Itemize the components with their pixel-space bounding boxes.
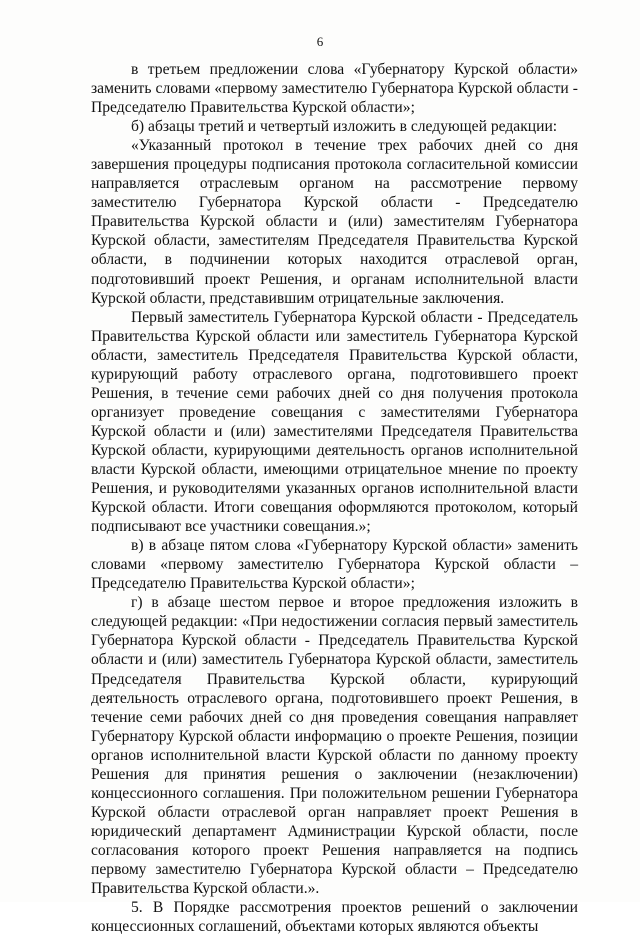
paragraph-2: б) абзацы третий и четвертый изложить в следующей редакции:: [131, 118, 558, 136]
paragraph-4: Первый заместитель Губернатора Курской области - Председатель Правительства Курской области или заместитель Губернатора Курской области, заместитель Председателя Правительства Курской области, курирующий работу отраслевого органа, подготовившего проект Решения, в течение семи рабочих дней со дня получения протокола организует проведение совещания с заместителями Губернатора Курской области и (или) заместителями Председателя Правительства Курской области, курирующими деятельность органов исполнительной власти Курской области, имеющими отрицательное мнение по проекту Решения, и руководителями указанных органов исполнительной власти Курской области. Итоги совещания оформляются протоколом, который подписывают все участники совещания.»;: [91, 308, 578, 536]
paragraph-7: 5. В Порядке рассмотрения проектов решений о заключении концессионных соглашений, объектами которых являются объекты: [91, 899, 578, 936]
paragraph-6: г) в абзаце шестом первое и второе предложения изложить в следующей редакции: «При недостижении согласия первый заместитель Губернатора Курской области - Председатель Правительства Курской области и (или) заместитель Губернатора Курской области, заместитель Председателя Правительства Курской области, курирующий деятельность отраслевого органа, подготовившего проект Решения, в течение семи рабочих дней со дня проведения совещания направляет Губернатору Курской области информацию о проекте Решения, позиции органов исполнительной власти Курской области по данному проекту Решения для принятия решения о заключении (незаключении) концессионного соглашения. При положительном решении Губернатора Курской области отраслевой орган направляет проект Решения в юридический департамент Администрации Курской области, после согласования которого проект Решения направляется на подпись первому заместителю Губернатора Курской области – Председателю Правительства Курской области.».: [91, 594, 578, 898]
document-body: [91, 60, 578, 936]
paragraph-3: «Указанный протокол в течение трех рабочих дней со дня завершения процедуры подписания протокола согласительной комиссии направляется отраслевым органом на рассмотрение первому заместителю Губернатора Курской области - Председателю Правительства Курской области и (или) заместителям Губернатора Курской области, заместителям Председателя Правительства Курской области, в подчинении которых находится отраслевой орган, подготовивший проект Решения, и органам исполнительной власти Курской области, представившим отрицательные заключения.: [91, 137, 578, 307]
page-number: 6: [316, 34, 324, 49]
paragraph-5: в) в абзаце пятом слова «Губернатору Курской области» заменить словами «первому заместителю Губернатора Курской области – Председателю Правительства Курской области»;: [91, 537, 578, 593]
paragraph-1: в третьем предложении слова «Губернатору Курской области» заменить словами «первому заместителю Губернатора Курской области - Председателю Правительства Курской области»;: [91, 61, 578, 117]
